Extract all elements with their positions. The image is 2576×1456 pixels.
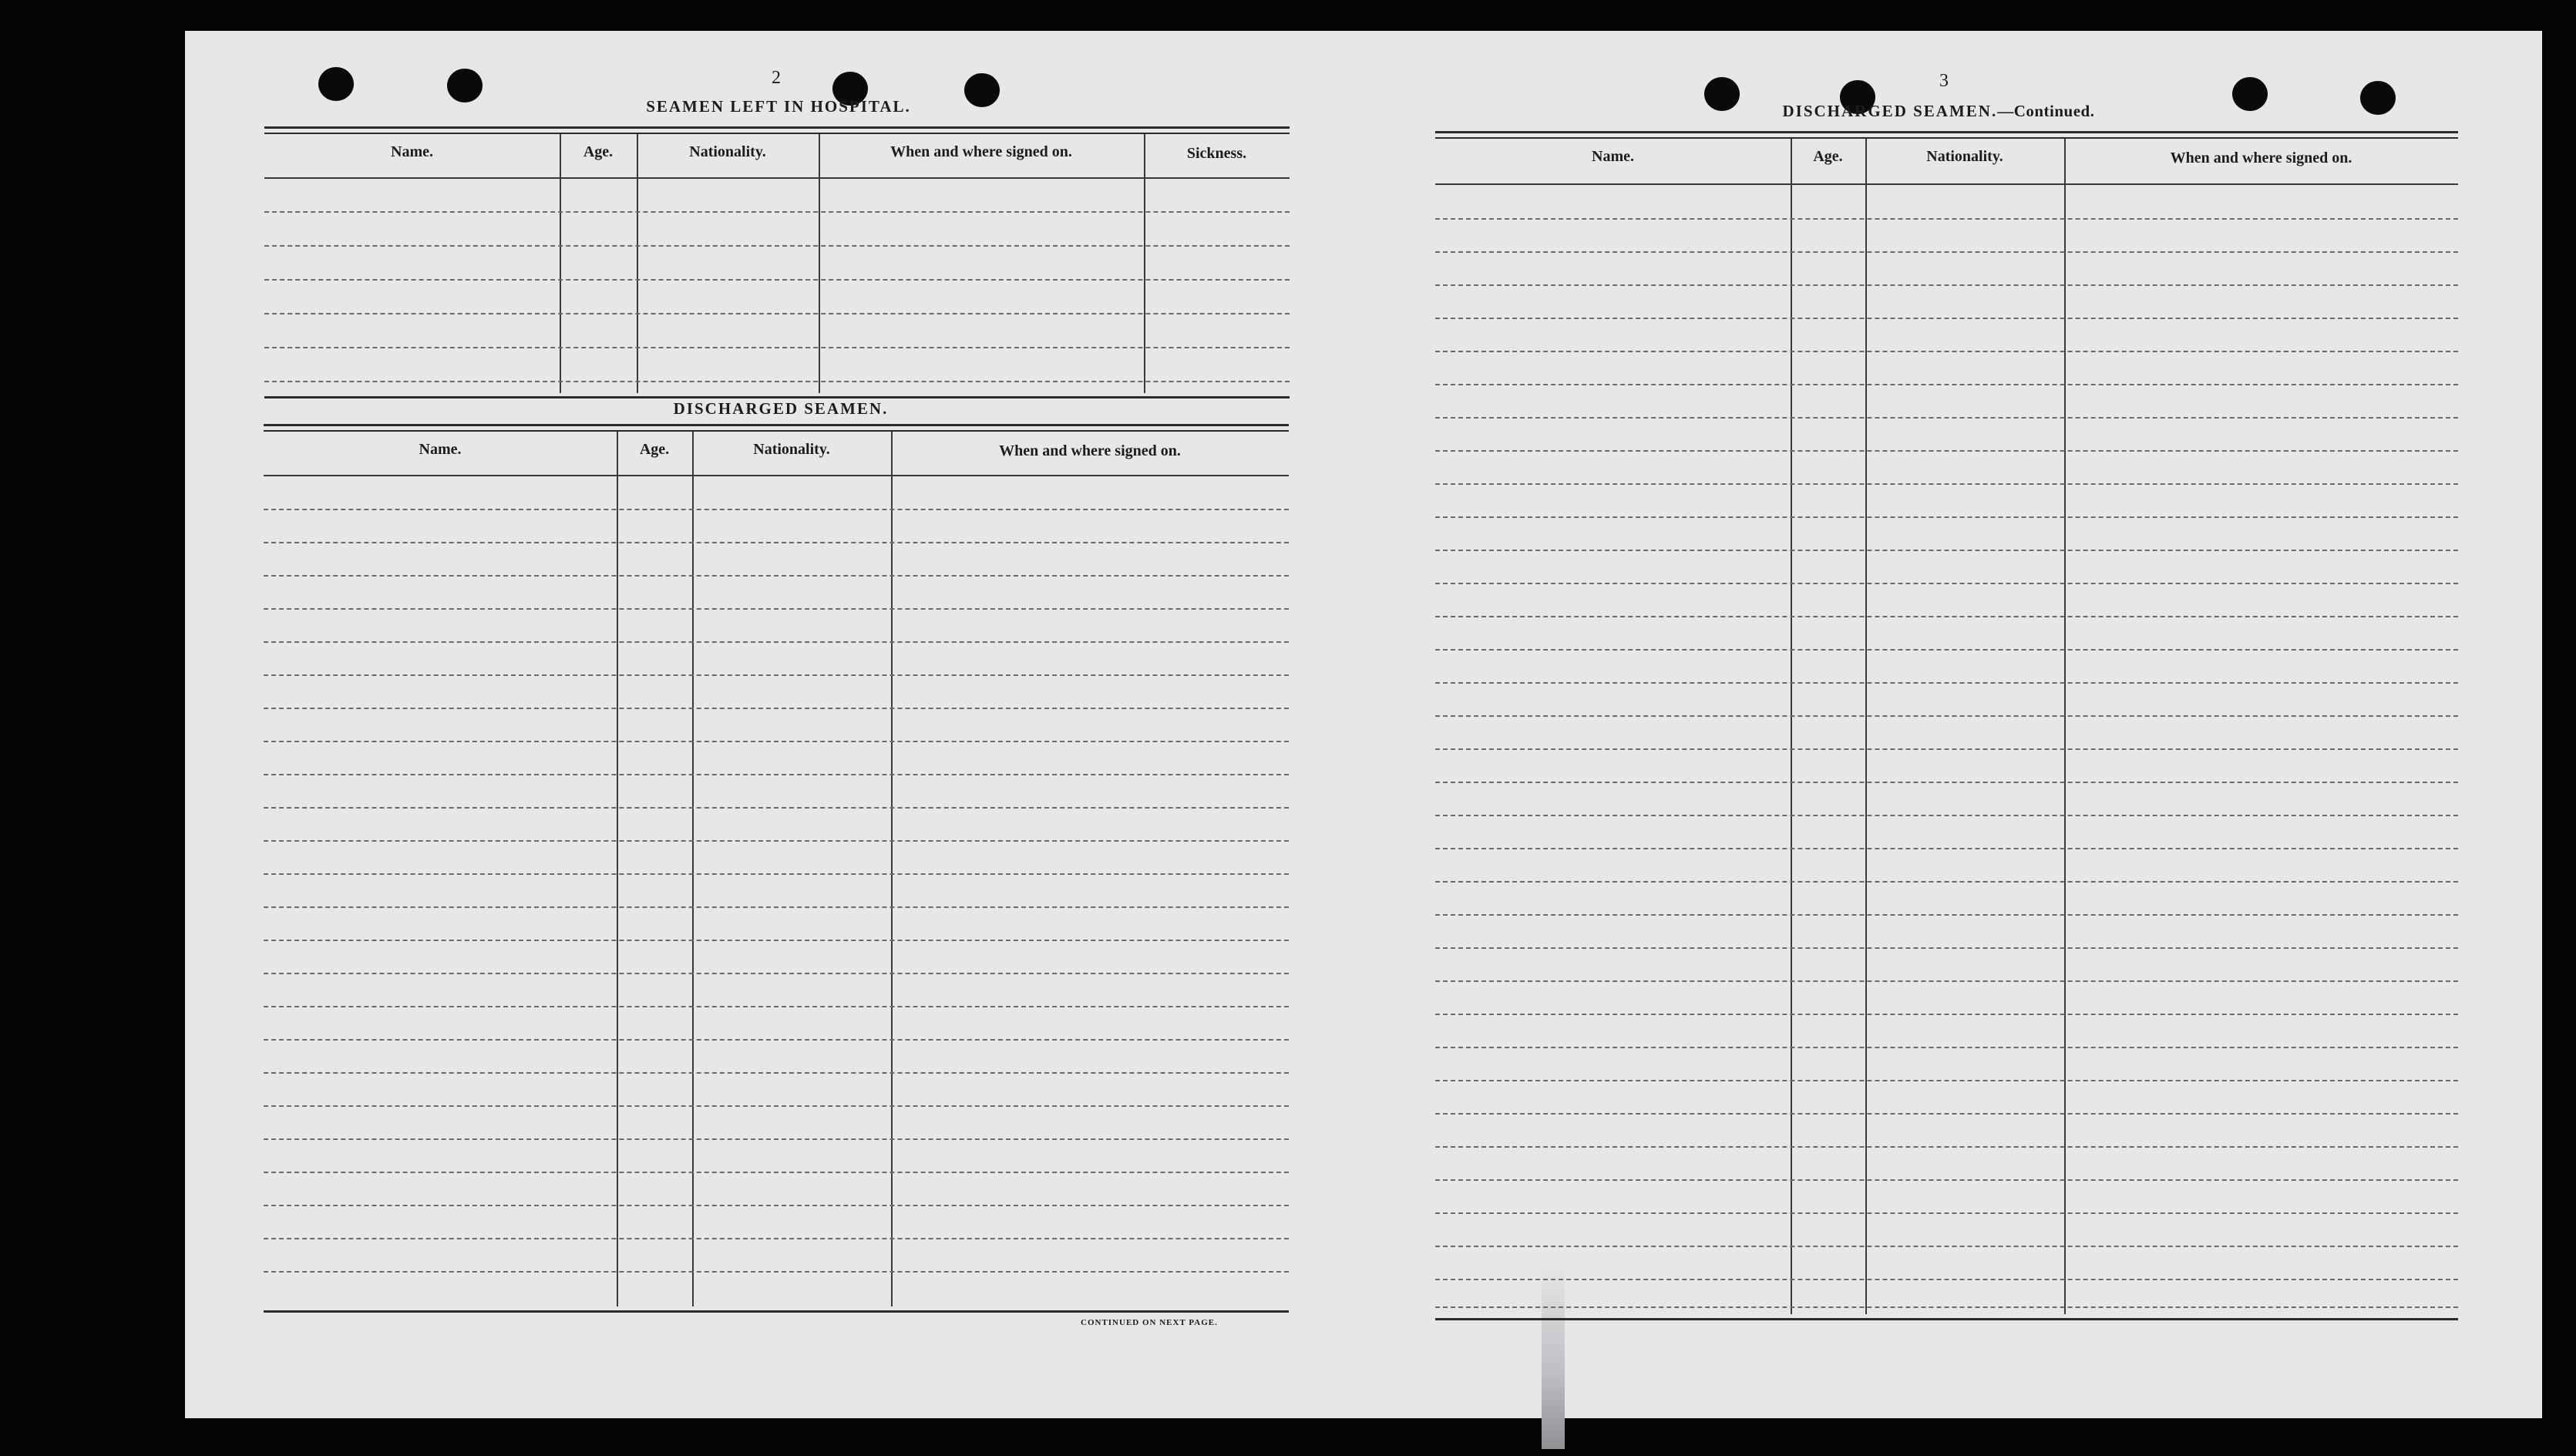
column-header-sickness: Sickness. xyxy=(1186,145,1247,162)
punch-hole xyxy=(1704,77,1740,111)
discharged-section-title: DISCHARGED SEAMEN. xyxy=(673,399,889,418)
column-header-signed-on: When and where signed on. xyxy=(890,143,1072,160)
hospital-table xyxy=(264,126,1290,419)
column-header-name: Name. xyxy=(391,143,433,160)
discharged-continued-table xyxy=(1435,131,2458,1372)
hospital-section-title: SEAMEN LEFT IN HOSPITAL. xyxy=(646,97,911,116)
continued-footnote: CONTINUED ON NEXT PAGE. xyxy=(1081,1318,1218,1327)
column-header-age: Age. xyxy=(1813,148,1843,165)
column-header-nationality: Nationality. xyxy=(689,143,766,160)
scanned-document xyxy=(185,31,2542,1418)
punch-hole xyxy=(964,73,1000,107)
page-number-right: 3 xyxy=(1939,71,1949,91)
discharged-continued-title xyxy=(1757,102,2120,121)
column-header-age: Age. xyxy=(583,143,614,160)
column-header-nationality: Nationality. xyxy=(1926,148,2003,165)
punch-hole xyxy=(2360,81,2396,115)
page-number-left: 2 xyxy=(772,68,781,88)
column-header-name: Name. xyxy=(1592,148,1634,165)
column-header-signed-on: When and where signed on. xyxy=(999,442,1181,459)
punch-hole xyxy=(318,67,354,101)
title-continued: —Continued. xyxy=(1997,102,2095,120)
column-header-age: Age. xyxy=(639,441,670,458)
column-header-name: Name. xyxy=(419,441,462,458)
title-main: DISCHARGED SEAMEN. xyxy=(1782,102,1998,120)
punch-hole xyxy=(447,69,483,103)
discharged-table xyxy=(264,424,1289,1349)
punch-hole xyxy=(2232,77,2268,111)
column-header-signed-on: When and where signed on. xyxy=(2170,150,2352,166)
column-header-nationality: Nationality. xyxy=(753,441,830,458)
